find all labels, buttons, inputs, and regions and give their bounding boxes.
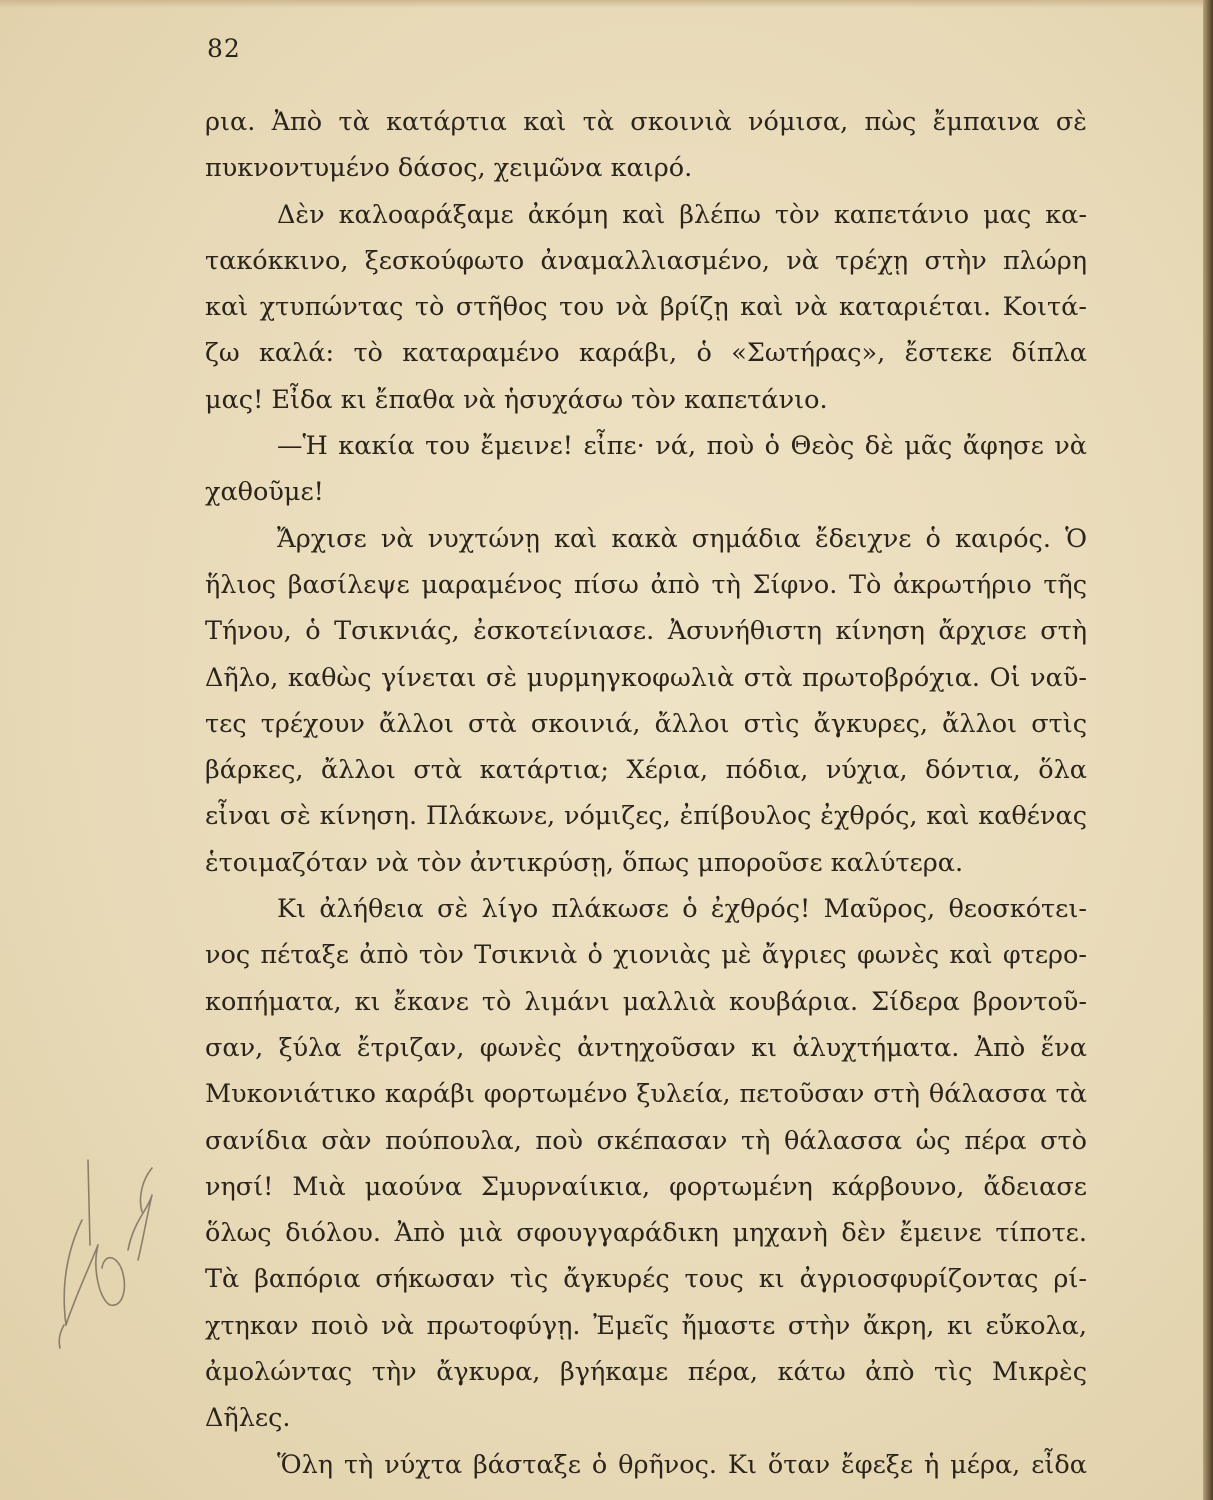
text-line: χτηκαν ποιὸ νὰ πρωτοφύγῃ. Ἐμεῖς ἤμαστε στὴν ἄκρη, κι εὔκολα, <box>205 1310 1087 1341</box>
text-line: σανίδια σὰν πούπουλα, ποὺ σκέπασαν τὴ θάλασσα ὡς πέρα στὸ <box>205 1125 1087 1156</box>
text-line: —Ἡ κακία του ἔμεινε! εἶπε· νά, ποὺ ὁ Θεὸς δὲ μᾶς ἄφησε νὰ <box>277 431 1087 462</box>
page-right-edge <box>1203 0 1213 1500</box>
text-line: νησί! Μιὰ μαούνα Σμυρναίικια, φορτωμένη κάρβουνο, ἄδειασε <box>205 1171 1087 1202</box>
text-line: κοπήματα, κι ἔκανε τὸ λιμάνι μαλλιὰ κουβάρια. Σίδερα βροντοῦ- <box>205 986 1087 1017</box>
text-line: Κι ἀλήθεια σὲ λίγο πλάκωσε ὁ ἐχθρός! Μαῦρος, θεοσκότει- <box>277 894 1087 925</box>
text-line: εἶναι σὲ κίνηση. Πλάκωνε, νόμιζες, ἐπίβουλος ἐχθρός, καὶ καθένας <box>205 801 1087 832</box>
text-line: ὅλως διόλου. Ἀπὸ μιὰ σφουγγαράδικη μηχανὴ δὲν ἔμεινε τίποτε. <box>205 1218 1087 1249</box>
text-line: Δῆλες. <box>205 1403 291 1434</box>
text-line: ἥλιος βασίλεψε μαραμένος πίσω ἀπὸ τὴ Σίφνο. Τὸ ἀκρωτήριο τῆς <box>205 569 1087 600</box>
text-line: Μυκονιάτικο καράβι φορτωμένο ξυλεία, πετοῦσαν στὴ θάλασσα τὰ <box>205 1079 1087 1110</box>
text-line: σαν, ξύλα ἔτριζαν, φωνὲς ἀντηχοῦσαν κι ἀλυχτήματα. Ἀπὸ ἕνα <box>205 1032 1087 1063</box>
text-line: βάρκες, ἄλλοι στὰ κατάρτια; Χέρια, πόδια, νύχια, δόντια, ὅλα <box>205 755 1087 786</box>
body-text <box>205 99 1087 1488</box>
text-line: Ἄρχισε νὰ νυχτώνῃ καὶ κακὰ σημάδια ἔδειχνε ὁ καιρός. Ὁ <box>277 523 1087 554</box>
text-line: χαθοῦμε! <box>205 477 324 508</box>
text-line: Τὰ βαπόρια σήκωσαν τὶς ἄγκυρές τους κι ἀγριοσφυρίζοντας ρί- <box>205 1264 1087 1295</box>
text-line: μας! Εἶδα κι ἔπαθα νὰ ἡσυχάσω τὸν καπετάνιο. <box>205 384 828 415</box>
pencil-margin-note <box>30 1150 160 1350</box>
page-top-edge <box>0 0 1213 8</box>
text-line: νος πέταξε ἀπὸ τὸν Τσικνιὰ ὁ χιονιὰς μὲ ἄγριες φωνὲς καὶ φτερο- <box>205 940 1087 971</box>
page-number: 82 <box>207 34 241 63</box>
text-line: τες τρέχουν ἄλλοι στὰ σκοινιά, ἄλλοι στὶς ἄγκυρες, ἄλλοι στὶς <box>205 708 1087 739</box>
text-line: τακόκκινο, ξεσκούφωτο ἀναμαλλιασμένο, νὰ τρέχῃ στὴν πλώρη <box>205 245 1087 276</box>
text-line: Δὲν καλοαράξαμε ἀκόμη καὶ βλέπω τὸν καπετάνιο μας κα- <box>277 199 1087 230</box>
text-line: καὶ χτυπώντας τὸ στῆθος του νὰ βρίζῃ καὶ νὰ καταριέται. Κοιτά- <box>205 292 1087 323</box>
text-line: Τήνου, ὁ Τσικνιάς, ἐσκοτείνιασε. Ἀσυνήθιστη κίνηση ἄρχισε στὴ <box>205 616 1087 647</box>
text-line: ρια. Ἀπὸ τὰ κατάρτια καὶ τὰ σκοινιὰ νόμισα, πὼς ἔμπαινα σὲ <box>205 107 1087 137</box>
text-line: ἑτοιμαζόταν νὰ τὸν ἀντικρύσῃ, ὅπως μποροῦσε καλύτερα. <box>205 847 964 878</box>
text-line: ζω καλά: τὸ καταραμένο καράβι, ὁ «Σωτήρας», ἔστεκε δίπλα <box>205 338 1087 369</box>
text-line: Δῆλο, καθὼς γίνεται σὲ μυρμηγκοφωλιὰ στὰ πρωτοβρόχια. Οἱ ναῦ- <box>205 662 1087 693</box>
text-line: ἀμολώντας τὴν ἄγκυρα, βγήκαμε πέρα, κάτω ἀπὸ τὶς Μικρὲς <box>205 1357 1087 1388</box>
text-line: Ὅλη τὴ νύχτα βάσταξε ὁ θρῆνος. Κι ὅταν ἔφεξε ἡ μέρα, εἶδα <box>277 1449 1087 1480</box>
text-line: πυκνοντυμένο δάσος, χειμῶνα καιρό. <box>205 153 693 184</box>
